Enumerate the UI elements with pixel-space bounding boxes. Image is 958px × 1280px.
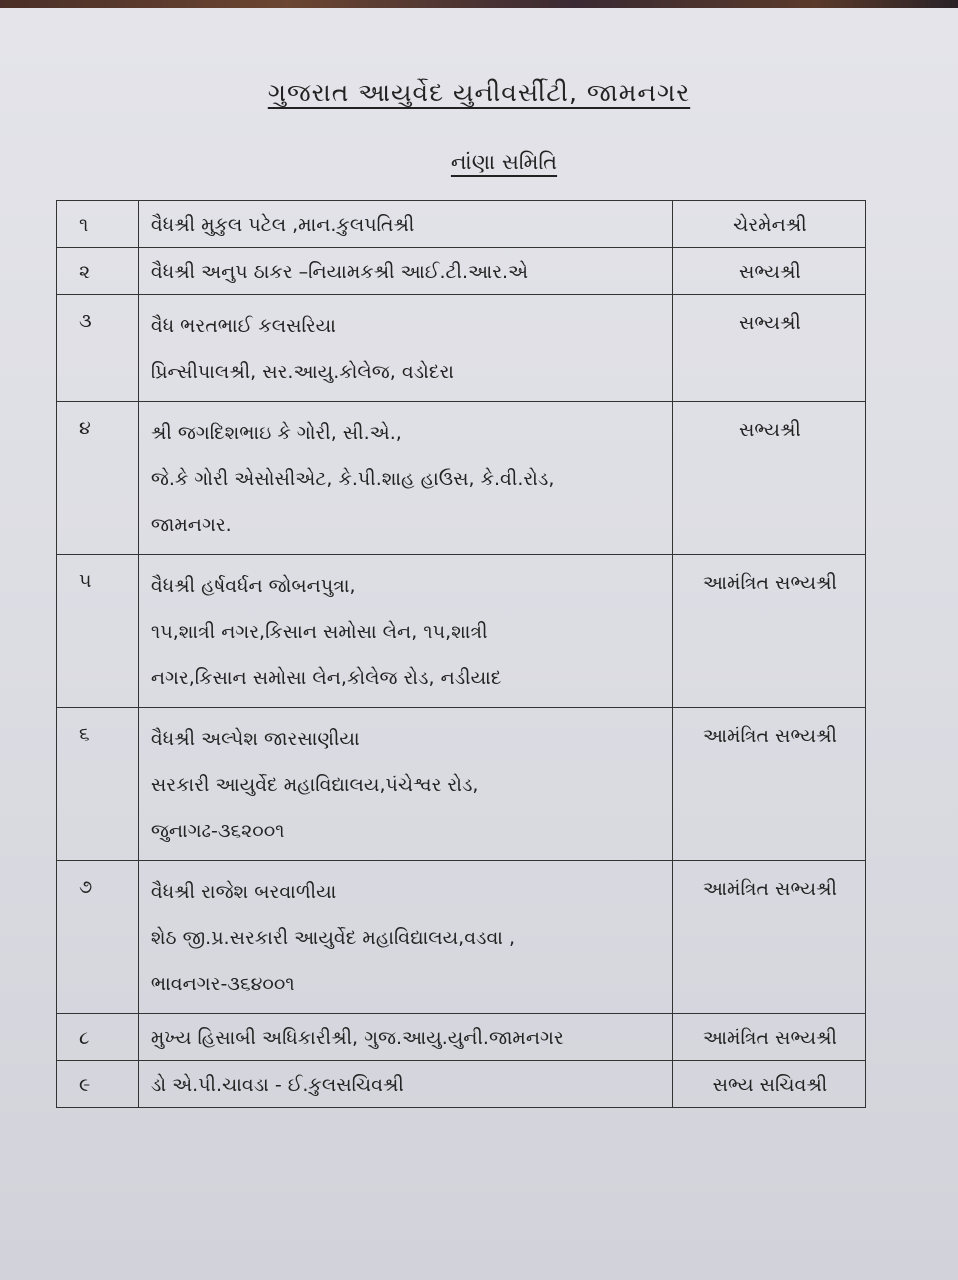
members-table [56,200,866,1108]
table-row [57,201,866,248]
member-role: સભ્યશ્રી [672,402,865,555]
member-details [138,248,672,295]
member-role: સભ્યશ્રી [672,248,865,295]
member-detail-line: વૈધશ્રી મુકુલ પટેલ ,માન.કુલપતિશ્રી [150,214,415,236]
table-row [57,402,866,555]
member-details [138,295,672,402]
member-role: સભ્ય સચિવશ્રી [672,1061,865,1108]
member-detail-line: ૧૫,શાત્રી નગર,કિસાન સમોસા લેન, ૧૫,શાત્રી [150,621,488,643]
member-details [138,1061,672,1108]
member-detail-line: શ્રી જગદિશભાઇ કે ગોરી, સી.એ., [150,422,402,444]
table-row [57,1061,866,1108]
serial-number: ૫ [57,555,139,708]
serial-number: ૩ [57,295,139,402]
table-row [57,248,866,295]
serial-number: ૯ [57,1061,139,1108]
member-detail-line: ભાવનગર-૩૬૪૦૦૧ [150,973,295,995]
serial-number: ૧ [57,201,139,248]
member-detail-line: જામનગર. [150,514,232,536]
member-role: આમંત્રિત સભ્યશ્રી [672,708,865,861]
committee-title: નાંણા સમિતિ [450,150,558,174]
serial-number: ૮ [57,1014,139,1061]
table-row [57,708,866,861]
member-details [138,201,672,248]
serial-number: ૬ [57,708,139,861]
serial-number: ૭ [57,861,139,1014]
serial-number: ૪ [57,402,139,555]
member-role: ચેરમેનશ્રી [672,201,865,248]
member-detail-line: શેઠ જી.પ્ર.સરકારી આયુર્વેદ મહાવિદ્યાલય,વડવા , [150,927,516,949]
member-detail-line: વૈધશ્રી રાજેશ બરવાળીયા [150,881,337,903]
member-role: આમંત્રિત સભ્યશ્રી [672,555,865,708]
table-row [57,295,866,402]
member-detail-line: જે.કે ગોરી એસોસીએટ, કે.પી.શાહ હાઉસ, કે.વી.રોડ, [150,468,555,490]
member-detail-line: જુનાગઢ-૩૬૨૦૦૧ [150,820,285,842]
member-details [138,708,672,861]
member-details [138,555,672,708]
member-details [138,1014,672,1061]
member-detail-line: વૈધ ભરતભાઈ કલસરિયા [150,315,336,337]
table-row [57,555,866,708]
table-row [57,861,866,1014]
member-detail-line: સરકારી આયુર્વેદ મહાવિદ્યાલય,પંચેશ્વર રોડ, [150,774,479,796]
member-detail-line: વૈધશ્રી અનુપ ઠાકર –નિયામકશ્રી આઈ.ટી.આર.એ [150,261,529,283]
member-detail-line: નગર,કિસાન સમોસા લેન,કોલેજ રોડ, નડીયાદ [150,667,502,689]
member-role: આમંત્રિત સભ્યશ્રી [672,861,865,1014]
member-detail-line: પ્રિન્સીપાલશ્રી, સર.આયુ.કોલેજ, વડોદરા [150,361,454,383]
member-details [138,861,672,1014]
member-detail-line: વૈધશ્રી હર્ષવર્ધન જોબનપુત્રા, [150,575,356,597]
table-row [57,1014,866,1061]
member-details [138,402,672,555]
member-detail-line: મુખ્ય હિસાબી અધિકારીશ્રી, ગુજ.આયુ.યુની.જામનગર [150,1027,564,1049]
member-role: સભ્યશ્રી [672,295,865,402]
serial-number: ૨ [57,248,139,295]
member-detail-line: વૈધશ્રી અલ્પેશ જારસાણીયા [150,728,360,750]
member-detail-line: ડો એ.પી.ચાવડા - ઈ.કુલસચિવશ્રી [150,1074,404,1096]
document-title: ગુજરાત આયુર્વેદ યુનીવર્સીટી, જામનગર [267,78,691,107]
member-role: આમંત્રિત સભ્યશ્રી [672,1014,865,1061]
